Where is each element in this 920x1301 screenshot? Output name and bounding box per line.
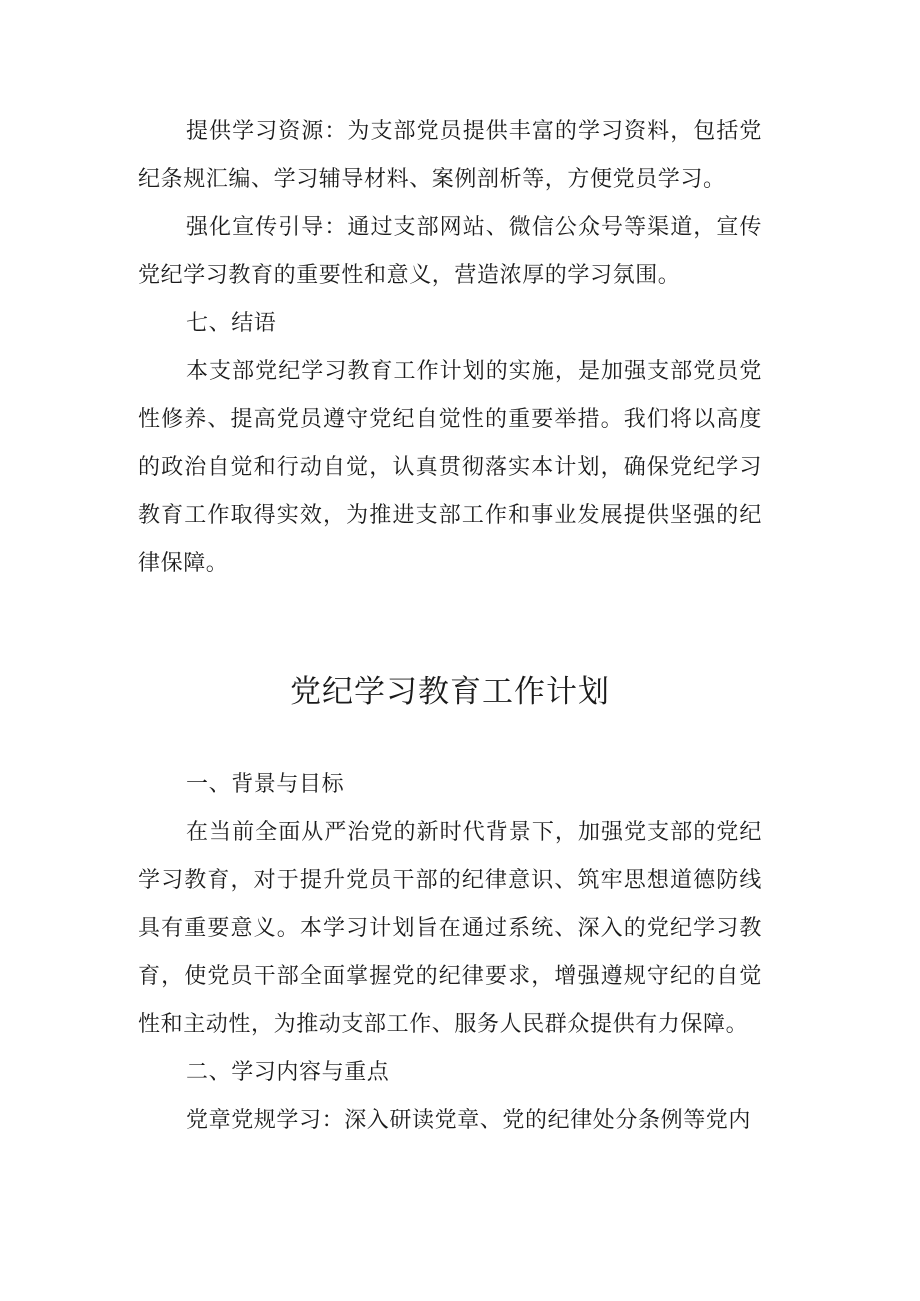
paragraph-background: 在当前全面从严治党的新时代背景下，加强党支部的党纪学习教育，对于提升党员干部的纪律意识、筑牢思想道德防线具有重要意义。本学习计划旨在通过系统、深入的党纪学习教育，使党员干部全面掌握党的纪律要求，增强遵规守纪的自觉性和主动性，为推动支部工作、服务人民群众提供有力保障。 [138,820,762,1037]
section-heading-content: 二、学习内容与重点 [186,1060,390,1085]
document-title: 党纪学习教育工作计划 [290,674,610,710]
section-heading-background: 一、背景与目标 [186,772,345,797]
previous-section [138,108,762,588]
plan-body [138,761,762,1145]
paragraph-party-rules-study: 党章党规学习：深入研读党章、党的纪律处分条例等党内 [186,1108,752,1133]
paragraph-conclusion: 本支部党纪学习教育工作计划的实施，是加强支部党员党性修养、提高党员遵守党纪自觉性的重要举措。我们将以高度的政治自觉和行动自觉，认真贯彻落实本计划，确保党纪学习教育工作取得实效，为推进支部工作和事业发展提供坚强的纪律保障。 [138,359,762,576]
paragraph-publicity-guidance: 强化宣传引导：通过支部网站、微信公众号等渠道，宣传党纪学习教育的重要性和意义，营造浓厚的学习氛围。 [138,215,762,288]
section-heading-conclusion: 七、结语 [186,311,277,336]
title-block [138,668,762,716]
paragraph-learning-resources: 提供学习资源：为支部党员提供丰富的学习资料，包括党纪条规汇编、学习辅导材料、案例剖析等，方便党员学习。 [138,119,762,192]
